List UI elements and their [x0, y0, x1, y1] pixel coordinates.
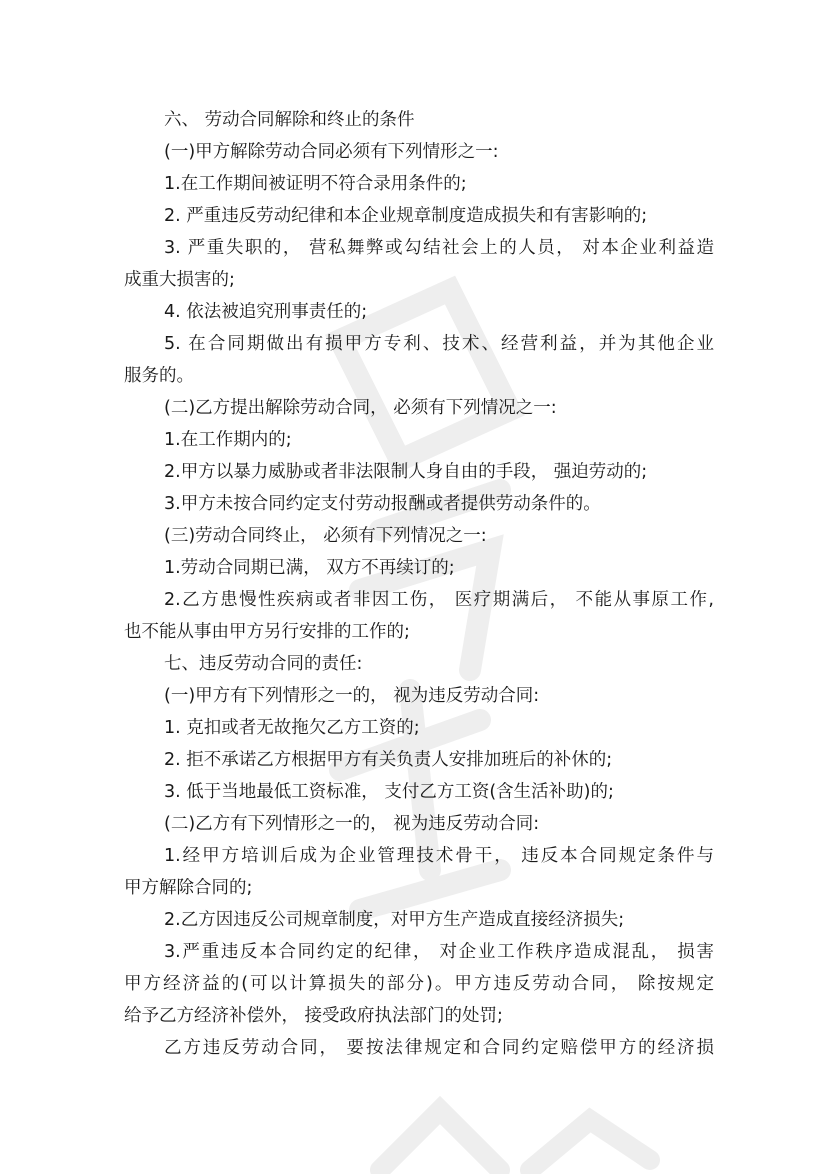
section-heading: 七、违反劳动合同的责任: — [164, 654, 363, 674]
subsection-heading: (一)甲方有下列情形之一的， 视为违反劳动合同: — [164, 686, 540, 706]
paragraph-line: 2.甲方以暴力威胁或者非法限制人身自由的手段， 强迫劳动的; — [164, 462, 648, 482]
paragraph-line: 3. 低于当地最低工资标准， 支付乙方工资(含生活补助)的; — [164, 782, 614, 802]
paragraph-line: 3.甲方未按合同约定支付劳动报酬或者提供劳动条件的。 — [164, 494, 601, 514]
subsection-heading: (一)甲方解除劳动合同必须有下列情形之一: — [164, 142, 499, 162]
paragraph-line: 2.乙方患慢性疾病或者非因工伤， 医疗期满后， 不能从事原工作, — [164, 590, 714, 610]
paragraph-line: 1. 克扣或者无故拖欠乙方工资的; — [164, 718, 420, 738]
subsection-heading: (三)劳动合同终止， 必须有下列情况之一: — [164, 526, 487, 546]
paragraph-line: 1.在工作期内的; — [164, 430, 292, 450]
paragraph-line: 甲方解除合同的; — [124, 878, 253, 898]
paragraph-line: 成重大损害的; — [124, 270, 235, 290]
document-body — [124, 104, 714, 1064]
paragraph-line: 服务的。 — [124, 366, 194, 386]
watermark-icon — [360, 1090, 660, 1174]
paragraph-line: 3.严重违反本合同约定的纪律， 对企业工作秩序造成混乱， 损害 — [164, 942, 714, 962]
subsection-heading: (二)乙方提出解除劳动合同， 必须有下列情况之一: — [164, 398, 557, 418]
subsection-heading: (二)乙方有下列情形之一的， 视为违反劳动合同: — [164, 814, 540, 834]
paragraph-line: 2. 严重违反劳动纪律和本企业规章制度造成损失和有害影响的; — [164, 206, 648, 226]
paragraph-line: 5. 在合同期做出有损甲方专利、技术、经营利益，并为其他企业 — [164, 334, 714, 354]
paragraph-line: 4. 依法被追究刑事责任的; — [164, 302, 368, 322]
paragraph-line: 1.在工作期间被证明不符合录用条件的; — [164, 174, 467, 194]
section-heading: 六、 劳动合同解除和终止的条件 — [164, 110, 415, 130]
paragraph-line: 甲方经济益的(可以计算损失的部分)。甲方违反劳动合同， 除按规定 — [124, 974, 714, 994]
paragraph-line: 乙方违反劳动合同， 要按法律规定和合同约定赔偿甲方的经济损 — [164, 1038, 714, 1058]
paragraph-line: 1.经甲方培训后成为企业管理技术骨干， 违反本合同规定条件与 — [164, 846, 714, 866]
paragraph-line: 2. 拒不承诺乙方根据甲方有关负责人安排加班后的补休的; — [164, 750, 613, 770]
paragraph-line: 2.乙方因违反公司规章制度，对甲方生产造成直接经济损失; — [164, 910, 625, 930]
paragraph-line: 3. 严重失职的， 营私舞弊或勾结社会上的人员， 对本企业利益造 — [164, 238, 714, 258]
paragraph-line: 1.劳动合同期已满， 双方不再续订的; — [164, 558, 455, 578]
paragraph-line: 给予乙方经济补偿外， 接受政府执法部门的处罚; — [124, 1006, 503, 1026]
paragraph-line: 也不能从事由甲方另行安排的工作的; — [124, 622, 410, 642]
